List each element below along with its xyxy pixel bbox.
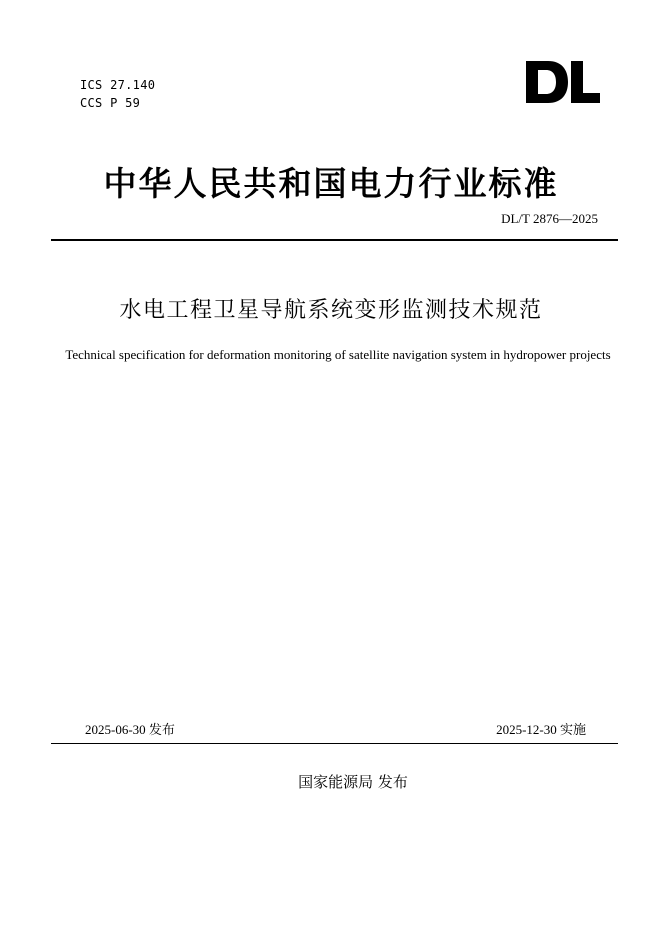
standard-title: 中华人民共和国电力行业标准 (103, 164, 559, 203)
dl-logo (526, 61, 600, 103)
bottom-divider (51, 743, 618, 744)
top-divider (51, 239, 618, 241)
standard-number: DL/T 2876—2025 (501, 211, 598, 226)
issue-date: 2025-06-30 发布 (85, 722, 175, 737)
publisher: 国家能源局 发布 (298, 773, 408, 791)
ics-code: ICS 27.140 (80, 78, 156, 92)
implementation-date: 2025-12-30 实施 (496, 722, 586, 737)
ccs-code: CCS P 59 (80, 96, 141, 110)
document-title-zh: 水电工程卫星导航系统变形监测技术规范 (119, 298, 543, 323)
document-title-en: Technical specification for deformation monitoring of satellite navigation system in hydropower projects (65, 347, 611, 362)
